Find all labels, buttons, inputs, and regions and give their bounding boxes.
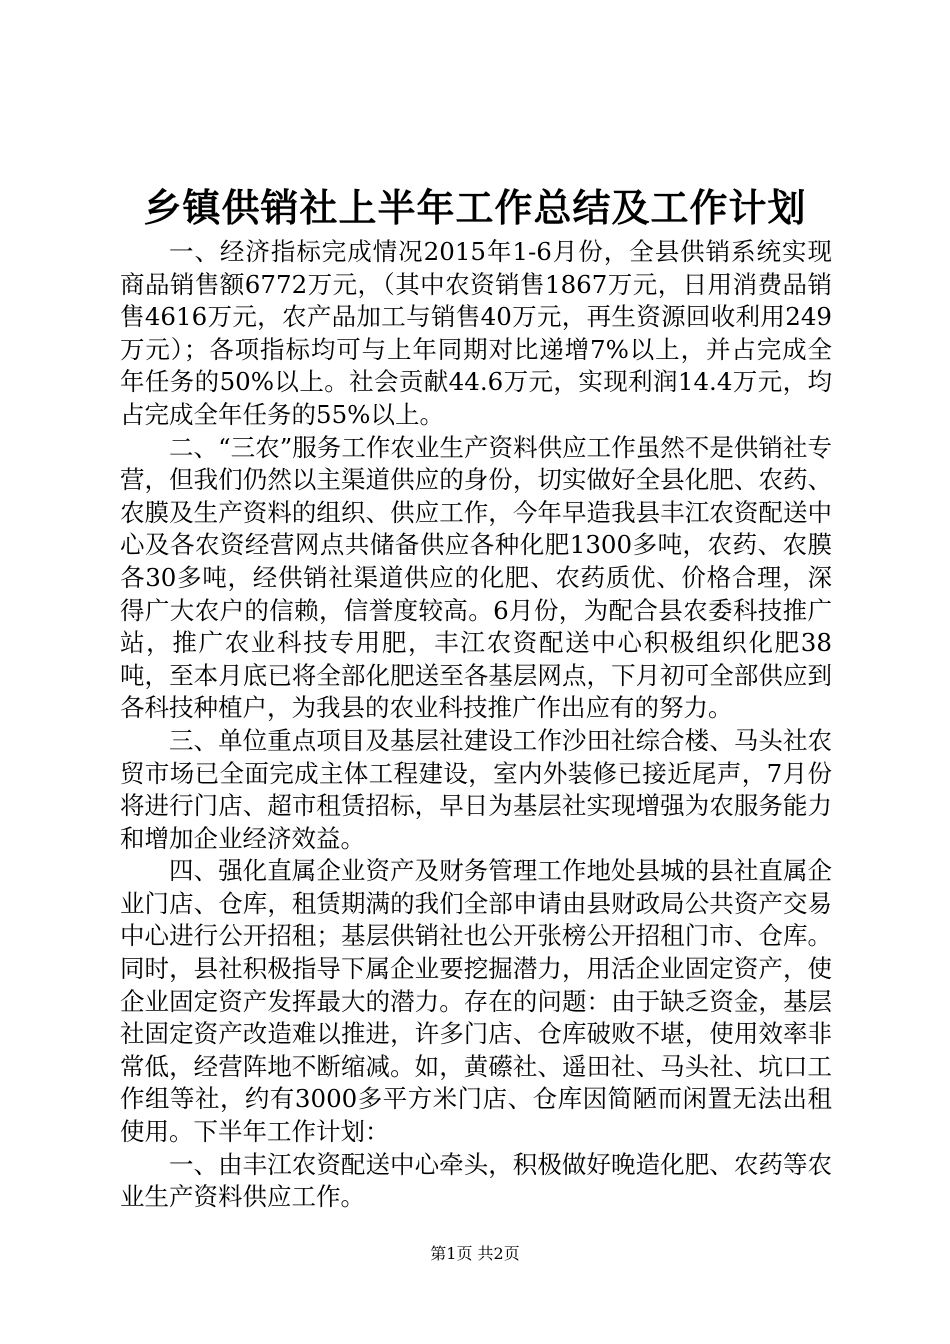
page-number-footer: 第1页 共2页 [430,1244,520,1263]
paragraph-agriculture-services: 二、“三农”服务工作农业生产资料供应工作虽然不是供销社专营，但我们仍然以主渠道供应的身份，切实做好全县化肥、农药、农膜及生产资料的组织、供应工作，今年早造我县丰江农资配送中心及各农资经营网点共储备供应各种化肥1300多吨，农药、农膜各30多吨，经供销社渠道供应的化肥、农药质优、价格合理，深得广大农户的信赖，信誉度较高。6月份，为配合县农委科技推广站，推广农业科技专用肥，丰江农资配送中心积极组织化肥38吨，至本月底已将全部化肥送至各基层网点，下月初可全部供应到各科技种植户，为我县的农业科技推广作出应有的努力。 [120,432,832,723]
paragraph-asset-management: 四、强化直属企业资产及财务管理工作地处县城的县社直属企业门店、仓库，租赁期满的我们全部申请由县财政局公共资产交易中心进行公开招租；基层供销社也公开张榜公开招租门市、仓库。同时，县社积极指导下属企业要挖掘潜力，用活企业固定资产，使企业固定资产发挥最大的潜力。存在的问题：由于缺乏资金，基层社固定资产改造难以推进，许多门店、仓库破败不堪，使用效率非常低，经营阵地不断缩减。如，黄礤社、遥田社、马头社、坑口工作组等社，约有3000多平方米门店、仓库因简陋而闲置无法出租使用。下半年工作计划： [120,856,832,1147]
paragraph-key-projects: 三、单位重点项目及基层社建设工作沙田社综合楼、马头社农贸市场已全面完成主体工程建设，室内外装修已接近尾声，7月份将进行门店、超市租赁招标，早日为基层社实现增强为农服务能力和增加企业经济效益。 [120,725,832,853]
document-title: 乡镇供销社上半年工作总结及工作计划 [143,185,807,230]
document-body [120,236,832,1214]
paragraph-plan-item-1: 一、由丰江农资配送中心牵头，积极做好晚造化肥、农药等农业生产资料供应工作。 [120,1149,832,1212]
paragraph-economic-indicators: 一、经济指标完成情况2015年1-6月份，全县供销系统实现商品销售额6772万元，（其中农资销售1867万元，日用消费品销售4616万元，农产品加工与销售40万元，再生资源回收利用249万元）；各项指标均可与上年同期对比递增7%以上，并占完成全年任务的50%以上。社会贡献44.6万元，实现利润14.4万元，均占完成全年任务的55%以上。 [120,237,832,429]
